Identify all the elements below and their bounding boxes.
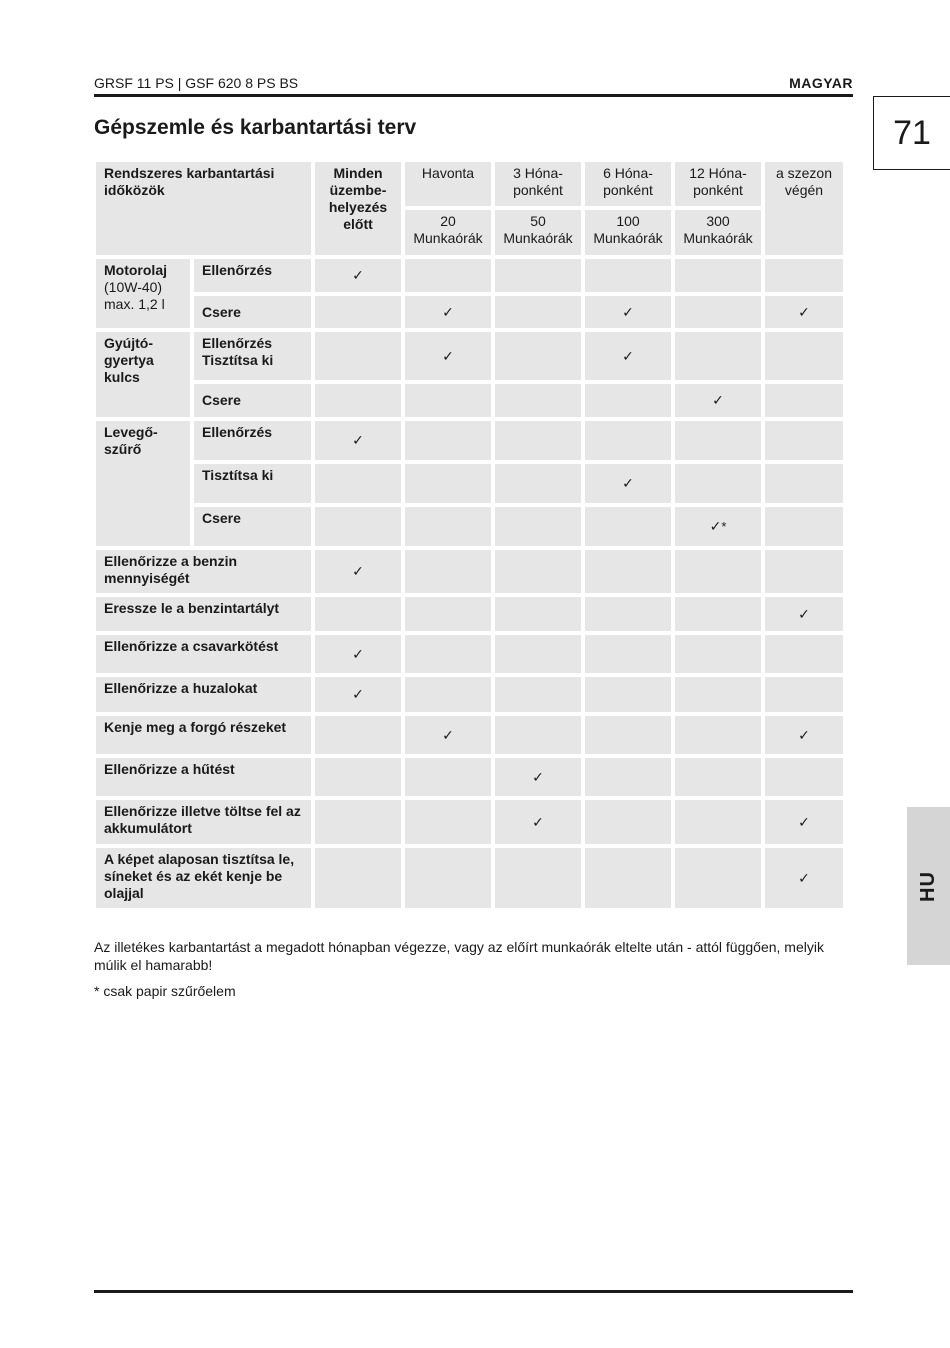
- empty-cell: [585, 635, 671, 673]
- empty-cell: [585, 848, 671, 908]
- empty-cell: [675, 550, 761, 593]
- header-divider: [94, 94, 853, 97]
- check-mark: ✓: [495, 800, 581, 844]
- empty-cell: [405, 758, 491, 796]
- empty-cell: [315, 332, 401, 380]
- row-group-oil: [96, 259, 190, 328]
- empty-cell: [315, 464, 401, 503]
- spark-check-label: Ellenőrzés: [202, 335, 273, 351]
- empty-cell: [315, 384, 401, 417]
- fuel-level-label: Ellenőrizze a benzin mennyiségét: [96, 550, 311, 593]
- empty-cell: [405, 677, 491, 712]
- empty-cell: [495, 464, 581, 503]
- empty-cell: [675, 758, 761, 796]
- header-model: GRSF 11 PS | GSF 620 8 PS BS: [94, 75, 299, 91]
- empty-cell: [765, 635, 843, 673]
- empty-cell: [495, 550, 581, 593]
- empty-cell: [585, 597, 671, 631]
- header-20-hours: 20 Munkaórák: [405, 210, 491, 255]
- maintenance-table: [92, 158, 847, 912]
- header-50-hours: 50 Munkaórák: [495, 210, 581, 255]
- air-clean-label: Tisztítsa ki: [194, 464, 311, 503]
- check-mark: ✓: [315, 421, 401, 460]
- check-mark: ✓: [765, 716, 843, 754]
- header-6-months: 6 Hóna-ponként: [585, 162, 671, 206]
- air-filter-title: Levegő-szűrő: [96, 421, 190, 546]
- footnote-interval: Az illetékes karbantartást a megadott hónapban végezze, vagy az előírt munkaórák eltelte után - attól függően, melyik múlik el hamarabb!: [94, 939, 824, 973]
- wires-label: Ellenőrizze a huzalokat: [96, 677, 311, 712]
- spark-replace-label: Csere: [194, 384, 311, 417]
- header-100-hours: 100 Munkaórák: [585, 210, 671, 255]
- empty-cell: [765, 758, 843, 796]
- air-check-label: Ellenőrzés: [194, 421, 311, 460]
- empty-cell: [585, 716, 671, 754]
- header-language: MAGYAR: [789, 75, 853, 91]
- check-mark: ✓: [765, 800, 843, 844]
- check-mark: ✓: [765, 597, 843, 631]
- empty-cell: [405, 421, 491, 460]
- empty-cell: [405, 635, 491, 673]
- check-mark-with-star: [675, 507, 761, 546]
- empty-cell: [585, 800, 671, 844]
- empty-cell: [675, 296, 761, 328]
- empty-cell: [585, 384, 671, 417]
- footnote-paper-filter: * csak papir szűrőelem: [94, 983, 236, 999]
- empty-cell: [765, 550, 843, 593]
- page-number: 71: [873, 96, 950, 170]
- check-mark: ✓: [405, 332, 491, 380]
- check-mark: ✓: [765, 848, 843, 908]
- check-mark: ✓: [315, 550, 401, 593]
- empty-cell: [765, 259, 843, 292]
- check-mark: ✓: [585, 464, 671, 503]
- footnote-star: *: [721, 519, 727, 534]
- oil-title: Motorolaj: [104, 262, 167, 278]
- empty-cell: [585, 507, 671, 546]
- drain-tank-label: Eressze le a benzintartályt: [96, 597, 311, 631]
- empty-cell: [675, 800, 761, 844]
- check-mark: ✓: [315, 259, 401, 292]
- empty-cell: [765, 384, 843, 417]
- spark-clean-label: Tisztítsa ki: [202, 352, 274, 368]
- header-season-end: a szezon végén: [765, 162, 843, 255]
- empty-cell: [585, 421, 671, 460]
- empty-cell: [405, 800, 491, 844]
- empty-cell: [495, 296, 581, 328]
- oil-replace-label: Csere: [194, 296, 311, 328]
- empty-cell: [585, 758, 671, 796]
- empty-cell: [315, 716, 401, 754]
- empty-cell: [765, 332, 843, 380]
- empty-cell: [675, 421, 761, 460]
- clean-rails-label: A képet alaposan tisztítsa le, síneket és az ekét kenje be olajjal: [96, 848, 311, 908]
- header-12-months: 12 Hóna-ponként: [675, 162, 761, 206]
- grease-label: Kenje meg a forgó részeket: [96, 716, 311, 754]
- check-mark: ✓: [675, 384, 761, 417]
- empty-cell: [315, 848, 401, 908]
- check-mark: ✓: [405, 296, 491, 328]
- empty-cell: [405, 597, 491, 631]
- empty-cell: [495, 677, 581, 712]
- empty-cell: [315, 597, 401, 631]
- check-mark: ✓: [315, 635, 401, 673]
- empty-cell: [675, 464, 761, 503]
- empty-cell: [765, 464, 843, 503]
- empty-cell: [405, 848, 491, 908]
- empty-cell: [315, 800, 401, 844]
- check-mark: ✓: [405, 716, 491, 754]
- check-mark: ✓: [585, 332, 671, 380]
- empty-cell: [495, 507, 581, 546]
- empty-cell: [315, 507, 401, 546]
- empty-cell: [675, 597, 761, 631]
- check-mark: ✓: [315, 677, 401, 712]
- empty-cell: [675, 259, 761, 292]
- oil-spec: (10W-40): [104, 279, 163, 295]
- empty-cell: [675, 716, 761, 754]
- language-tab: [907, 807, 950, 965]
- empty-cell: [495, 848, 581, 908]
- page-title: Gépszemle és karbantartási terv: [94, 116, 417, 139]
- empty-cell: [765, 507, 843, 546]
- air-replace-label: Csere: [194, 507, 311, 546]
- empty-cell: [675, 635, 761, 673]
- header-before-use: Minden üzembe-helyezés előtt: [315, 162, 401, 255]
- oil-check-label: Ellenőrzés: [194, 259, 311, 292]
- check-mark: ✓: [495, 758, 581, 796]
- empty-cell: [495, 332, 581, 380]
- cooling-label: Ellenőrizze a hűtést: [96, 758, 311, 796]
- spark-plug-check-clean-label: [194, 332, 311, 380]
- empty-cell: [315, 758, 401, 796]
- header-intervals: Rendszeres karbantartási időközök: [96, 162, 311, 255]
- header-3-months: 3 Hóna-ponként: [495, 162, 581, 206]
- language-tab-label: HU: [916, 870, 939, 902]
- bolts-label: Ellenőrizze a csavarkötést: [96, 635, 311, 673]
- empty-cell: [585, 550, 671, 593]
- empty-cell: [495, 597, 581, 631]
- empty-cell: [315, 296, 401, 328]
- empty-cell: [405, 464, 491, 503]
- header-300-hours: 300 Munkaórák: [675, 210, 761, 255]
- empty-cell: [495, 421, 581, 460]
- empty-cell: [405, 384, 491, 417]
- empty-cell: [405, 259, 491, 292]
- empty-cell: [675, 332, 761, 380]
- empty-cell: [495, 635, 581, 673]
- empty-cell: [675, 677, 761, 712]
- empty-cell: [495, 384, 581, 417]
- check-mark: ✓: [709, 518, 722, 534]
- check-mark: ✓: [585, 296, 671, 328]
- empty-cell: [675, 848, 761, 908]
- empty-cell: [495, 259, 581, 292]
- check-mark: ✓: [765, 296, 843, 328]
- footer-divider: [94, 1290, 853, 1293]
- empty-cell: [405, 507, 491, 546]
- spark-plug-title: Gyújtó-gyertya kulcs: [96, 332, 190, 417]
- battery-label: Ellenőrizze illetve töltse fel az akkumulátort: [96, 800, 311, 844]
- oil-quantity: max. 1,2 l: [104, 296, 165, 312]
- empty-cell: [495, 716, 581, 754]
- empty-cell: [765, 677, 843, 712]
- empty-cell: [585, 259, 671, 292]
- header-monthly: Havonta: [405, 162, 491, 206]
- empty-cell: [765, 421, 843, 460]
- empty-cell: [405, 550, 491, 593]
- empty-cell: [585, 677, 671, 712]
